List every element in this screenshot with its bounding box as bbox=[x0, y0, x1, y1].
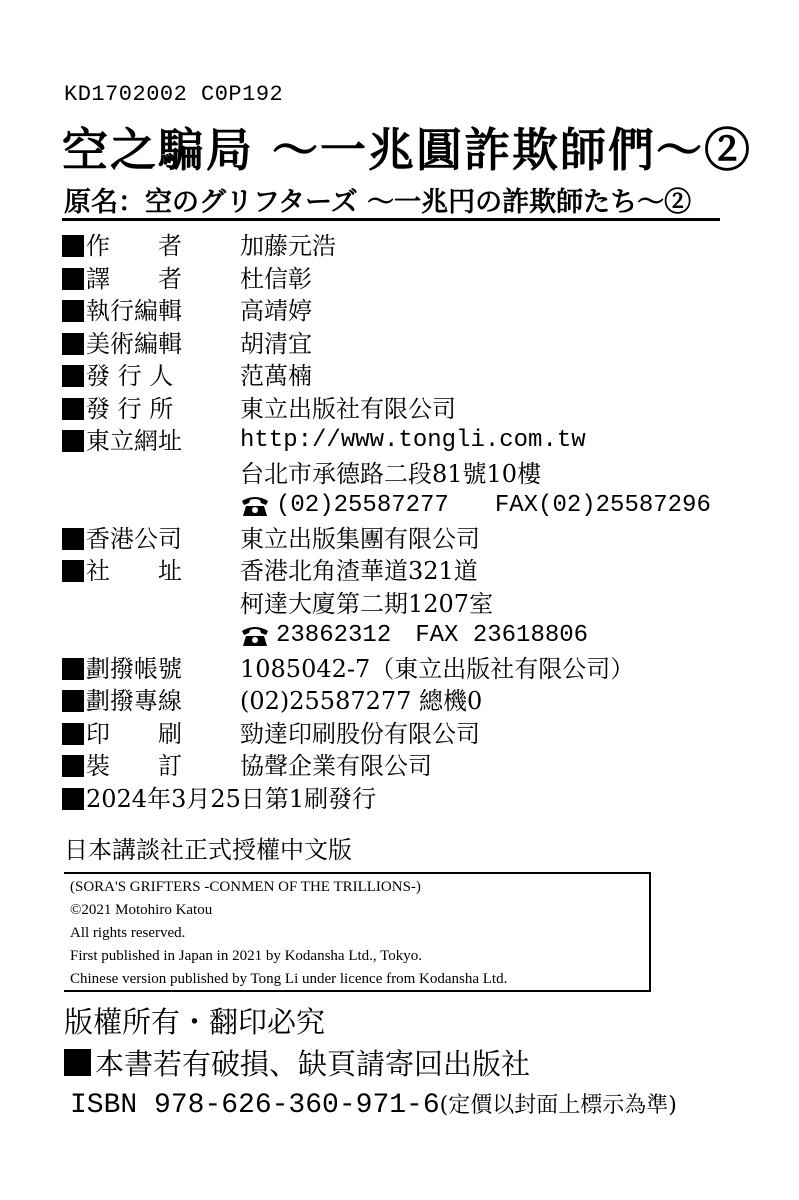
credit-value: 協聲企業有限公司 bbox=[240, 752, 432, 780]
book-title: 空之騙局 ～一兆圓詐欺師們～② bbox=[62, 123, 753, 177]
copyright-line: All rights reserved. bbox=[70, 925, 186, 941]
credit-row-printer bbox=[62, 718, 711, 751]
credit-value: 勁達印刷股份有限公司 bbox=[240, 719, 480, 748]
first-print-row bbox=[62, 783, 711, 816]
credit-row-author bbox=[62, 230, 711, 263]
credit-label: 社 址 bbox=[86, 557, 182, 585]
credit-value: 東立出版社有限公司 bbox=[240, 394, 456, 423]
credit-row-hk-address-2 bbox=[62, 588, 711, 621]
credit-row-website bbox=[62, 425, 711, 458]
credits-list bbox=[62, 230, 711, 815]
bullet-square bbox=[62, 235, 84, 257]
bullet-square bbox=[62, 398, 84, 420]
copyright-line: ©2021 Motohiro Katou bbox=[70, 902, 213, 918]
credit-label: 發 行 所 bbox=[86, 394, 174, 423]
rights-notice: 版權所有・翻印必究 bbox=[64, 1005, 326, 1039]
copyright-box bbox=[64, 872, 651, 992]
fax-number: FAX 23618806 bbox=[415, 622, 589, 649]
authorization-note: 日本講談社正式授權中文版 bbox=[64, 836, 352, 864]
damage-notice-row bbox=[64, 1042, 530, 1083]
credit-row-binding bbox=[62, 750, 711, 783]
credit-row-hk-address bbox=[62, 555, 711, 588]
credit-row-hk-company bbox=[62, 523, 711, 556]
phone-number: (02)25587277 bbox=[276, 492, 449, 519]
bullet-square bbox=[64, 1049, 91, 1076]
credit-row-hotline bbox=[62, 685, 711, 718]
isbn-row bbox=[70, 1088, 677, 1121]
damage-notice: 本書若有破損、缺頁請寄回出版社 bbox=[95, 1047, 531, 1081]
credit-value: 高靖婷 bbox=[240, 297, 312, 325]
bullet-square bbox=[62, 528, 84, 550]
credit-value: (02)25587277 總機0 bbox=[240, 687, 483, 715]
credit-row-publisher bbox=[62, 360, 711, 393]
bullet-square bbox=[62, 268, 84, 290]
bullet-square bbox=[62, 430, 84, 452]
credit-row-translator bbox=[62, 263, 711, 296]
bullet-square bbox=[62, 560, 84, 582]
price-note: (定價以封面上標示為準) bbox=[439, 1093, 677, 1118]
bullet-square bbox=[62, 723, 84, 745]
phone-number: 23862312 bbox=[276, 622, 392, 649]
bullet-square bbox=[62, 788, 84, 810]
credit-label: 印 刷 bbox=[86, 719, 182, 748]
credit-value: 胡清宜 bbox=[240, 329, 312, 358]
bullet-square bbox=[62, 300, 84, 322]
credit-value: 范萬楠 bbox=[240, 362, 312, 390]
credit-row-editor bbox=[62, 295, 711, 328]
credit-value: 加藤元浩 bbox=[240, 232, 336, 260]
website-url[interactable]: http://www.tongli.com.tw bbox=[240, 427, 586, 454]
credit-row-publishing-house bbox=[62, 393, 711, 426]
credit-value: 1085042-7（東立出版社有限公司） bbox=[240, 654, 635, 683]
credit-label: 執行編輯 bbox=[86, 297, 182, 325]
credit-value: 東立出版集團有限公司 bbox=[240, 524, 480, 553]
credit-row-address bbox=[62, 458, 711, 491]
credit-label: 東立網址 bbox=[86, 427, 182, 455]
telephone-icon bbox=[240, 495, 270, 517]
first-print-date: 2024年3月25日第1刷發行 bbox=[86, 784, 377, 813]
credit-value: 柯達大廈第二期1207室 bbox=[240, 589, 494, 618]
telephone-icon bbox=[240, 625, 270, 647]
credit-row-tw-phone bbox=[62, 490, 711, 523]
original-title: 原名：空のグリフターズ ～一兆円の詐欺師たち～② bbox=[64, 187, 692, 218]
credit-value: 杜信彰 bbox=[240, 264, 312, 293]
bullet-square bbox=[62, 690, 84, 712]
credit-row-account bbox=[62, 653, 711, 686]
credit-label: 譯 者 bbox=[86, 264, 182, 293]
copyright-line: Chinese version published by Tong Li under licence from Kodansha Ltd. bbox=[70, 971, 508, 987]
credit-row-art-editor bbox=[62, 328, 711, 361]
copyright-line: First published in Japan in 2021 by Kodansha Ltd., Tokyo. bbox=[70, 948, 422, 964]
credit-label: 裝 訂 bbox=[86, 752, 182, 780]
bullet-square bbox=[62, 365, 84, 387]
credit-label: 作 者 bbox=[86, 232, 182, 260]
catalog-code: KD1702002 C0P192 bbox=[64, 82, 284, 107]
copyright-line: (SORA'S GRIFTERS -CONMEN OF THE TRILLIONS-) bbox=[70, 879, 421, 895]
credit-label: 劃撥專線 bbox=[86, 687, 182, 715]
credit-label: 香港公司 bbox=[86, 524, 182, 553]
credit-value: 台北市承德路二段81號10樓 bbox=[240, 459, 542, 488]
fax-number: FAX(02)25587296 bbox=[494, 492, 711, 519]
bullet-square bbox=[62, 333, 84, 355]
credit-label: 劃撥帳號 bbox=[86, 654, 182, 683]
bullet-square bbox=[62, 755, 84, 777]
isbn-number: ISBN 978-626-360-971-6 bbox=[70, 1090, 440, 1121]
credit-row-hk-phone bbox=[62, 620, 711, 653]
credit-label: 美術編輯 bbox=[86, 329, 182, 358]
divider bbox=[62, 218, 720, 221]
credit-label: 發 行 人 bbox=[86, 362, 174, 390]
bullet-square bbox=[62, 658, 84, 680]
credit-value: 香港北角渣華道321道 bbox=[240, 557, 478, 585]
